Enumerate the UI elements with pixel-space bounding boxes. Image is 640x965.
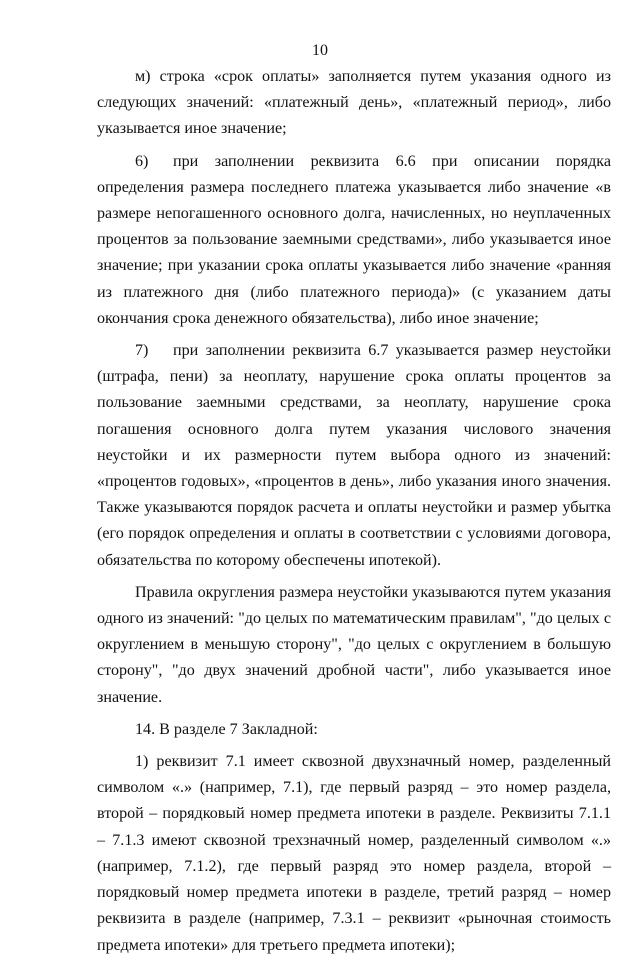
paragraph-item-7 — [97, 338, 611, 574]
paragraph-text: при заполнении реквизита 6.7 указывается размер неустойки (штрафа, пени) за неоплату, нарушение срока оплаты процентов за пользование заемными средствами, за неоплату, нарушение срока погашения основного долга путем указания числового значения неустойки и их размерности путем выбора одного из значений: «процентов годовых», «процентов в день», либо указания иного значения. Также указываются порядок расчета и оплаты неустойки и размер убытка (его порядок определения и оплаты в соответствии с условиями договора, обязательства по которому обеспечены ипотекой). — [97, 342, 611, 569]
page-number: 10 — [312, 42, 328, 59]
paragraph-text: при заполнении реквизита 6.6 при описании порядка определения размера последнего платежа указывается либо значение «в размере непогашенного основного долга, начисленных, но неуплаченных процентов за пользование заемными средствами», либо указывается иное значение; при указании срока оплаты указывается либо значение «ранняя из платежного дня (либо платежного периода)» (с указанием даты окончания срока денежного обязательства), либо иное значение; — [97, 152, 611, 327]
paragraph-item-6 — [97, 149, 611, 332]
paragraph-number: 7) — [135, 342, 149, 360]
paragraph-text: 1) реквизит 7.1 имеет сквозной двухзначный номер, разделенный символом «.» (например, 7.1), где первый разряд – это номер раздела, второй – порядковый номер предмета ипотеки в разделе. Реквизиты 7.1.1 – 7.1.3 имеют сквозной трехзначный номер, разделенный символом «.» (например, 7.1.2), где первый разряд это номер раздела, второй – порядковый номер предмета ипотеки в разделе, третий разряд – номер реквизита в разделе (например, 7.3.1 – реквизит «рыночная стоимость предмета ипотеки» для третьего предмета ипотеки); — [97, 753, 611, 954]
paragraph-text: Правила округления размера неустойки указываются путем указания одного из значений: "до целых по математическим правилам", "до целых с округлением в меньшую сторону", "до целых с округлением в большую сторону", "до двух значений дробной части", либо указывается иное значение. — [97, 583, 611, 706]
paragraph-item-m — [97, 64, 611, 143]
paragraph-rounding-rules — [97, 580, 611, 711]
paragraph-text: 14. В разделе 7 Закладной: — [135, 720, 318, 738]
document-body — [97, 64, 611, 965]
paragraph-number: 6) — [135, 152, 149, 170]
paragraph-item-1 — [97, 749, 611, 959]
paragraph-section-14 — [97, 717, 611, 743]
paragraph-text: м) строка «срок оплаты» заполняется путем указания одного из следующих значений: «платежный день», «платежный период», либо указывается иное значение; — [97, 68, 611, 138]
